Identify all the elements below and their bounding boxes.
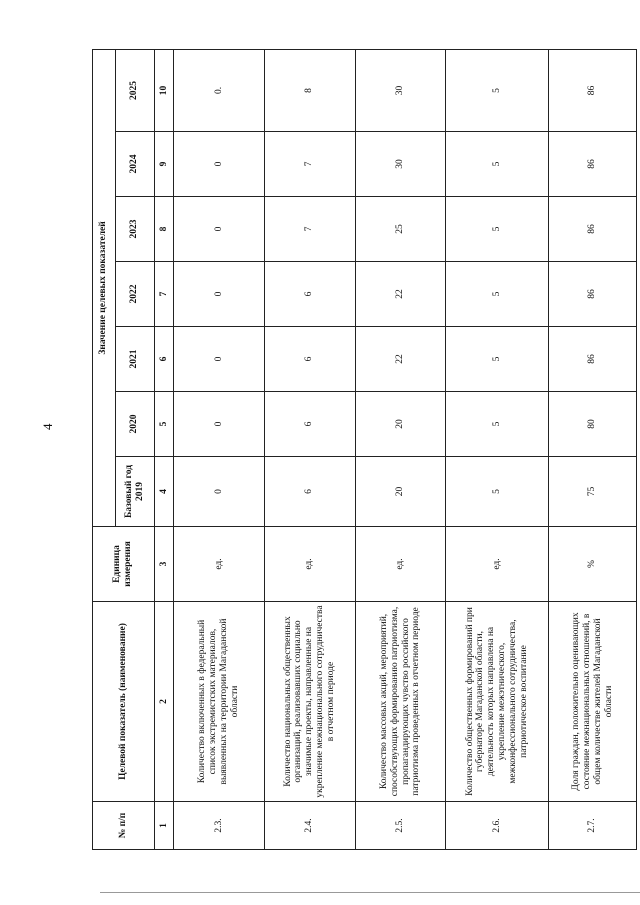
row-value-2022: 5 (446, 262, 549, 327)
row-value-2024: 30 (355, 132, 446, 197)
table-row (174, 49, 265, 849)
row-base-value: 5 (446, 457, 549, 527)
row-value-2022: 22 (355, 262, 446, 327)
column-number: 2 (154, 602, 174, 802)
row-indicator-name: Количество включенных в федеральный список экстремистских материалов, выявленных на территории Магаданской области (174, 602, 265, 802)
row-no: 2.6. (446, 802, 549, 850)
column-number: 6 (154, 327, 174, 392)
row-unit: ед. (355, 527, 446, 602)
row-no: 2.7. (549, 802, 637, 850)
column-number: 9 (154, 132, 174, 197)
column-number: 3 (154, 527, 174, 602)
row-base-value: 0 (174, 457, 265, 527)
table-row (446, 49, 549, 849)
column-number: 10 (154, 49, 174, 131)
row-value-2021: 86 (549, 327, 637, 392)
row-indicator-name: Количество общественных формирований при губернаторе Магаданской области, деятельность которых направлена на укрепление межэтнического, межконфессионального сотрудничества, патриотическое воспитание (446, 602, 549, 802)
row-value-2024: 5 (446, 132, 549, 197)
header-year: 2023 (115, 197, 154, 262)
row-no: 2.3. (174, 802, 265, 850)
header-no: № п/п (93, 802, 155, 850)
row-value-2021: 6 (265, 327, 356, 392)
header-unit: Единица измерения (93, 527, 155, 602)
header-year: 2022 (115, 262, 154, 327)
row-value-2021: 22 (355, 327, 446, 392)
column-number: 7 (154, 262, 174, 327)
row-base-value: 75 (549, 457, 637, 527)
header-base-year: Базовый год 2019 (115, 457, 154, 527)
row-value-2025: 0. (174, 49, 265, 131)
table-row (265, 49, 356, 849)
row-unit: ед. (174, 527, 265, 602)
row-value-2024: 7 (265, 132, 356, 197)
row-value-2025: 30 (355, 49, 446, 131)
row-value-2022: 0 (174, 262, 265, 327)
row-value-2025: 8 (265, 49, 356, 131)
row-value-2020: 20 (355, 392, 446, 457)
header-year: 2021 (115, 327, 154, 392)
row-value-2021: 0 (174, 327, 265, 392)
row-value-2023: 7 (265, 197, 356, 262)
row-indicator-name: Количество национальных общественных организаций, реализовавших социально значимые проекты, направленные на укрепление межнационального сотрудничества в отчетном периоде (265, 602, 356, 802)
row-value-2024: 86 (549, 132, 637, 197)
row-base-value: 6 (265, 457, 356, 527)
page-number: 4 (40, 423, 55, 430)
row-value-2022: 6 (265, 262, 356, 327)
column-number: 8 (154, 197, 174, 262)
row-unit: ед. (265, 527, 356, 602)
row-indicator-name: Количество массовых акций, мероприятий, способствующих формированию патриотизма, пропагандирующих чувство российского патриотизма проведенных в отчетном периоде (355, 602, 446, 802)
row-no: 2.5. (355, 802, 446, 850)
indicator-table-container (92, 50, 637, 850)
table-row (355, 49, 446, 849)
row-value-2025: 86 (549, 49, 637, 131)
header-values-group: Значение целевых показателей (93, 49, 116, 526)
row-value-2021: 5 (446, 327, 549, 392)
row-value-2020: 5 (446, 392, 549, 457)
column-number: 1 (154, 802, 174, 850)
header-year: 2020 (115, 392, 154, 457)
row-value-2023: 5 (446, 197, 549, 262)
row-value-2020: 6 (265, 392, 356, 457)
indicator-table (92, 49, 637, 850)
header-indicator: Целевой показатель (наименование) (93, 602, 155, 802)
row-value-2023: 86 (549, 197, 637, 262)
row-no: 2.4. (265, 802, 356, 850)
row-value-2023: 0 (174, 197, 265, 262)
row-unit: ед. (446, 527, 549, 602)
row-indicator-name: Доля граждан, положительно оценивающих состояние межнациональных отношений, в общем количестве жителей Магаданской области (549, 602, 637, 802)
column-number: 4 (154, 457, 174, 527)
table-row (549, 49, 637, 849)
row-value-2025: 5 (446, 49, 549, 131)
row-base-value: 20 (355, 457, 446, 527)
row-value-2023: 25 (355, 197, 446, 262)
page-bottom-divider (100, 892, 640, 893)
header-year: 2024 (115, 132, 154, 197)
row-value-2020: 80 (549, 392, 637, 457)
row-value-2024: 0 (174, 132, 265, 197)
header-year: 2025 (115, 49, 154, 131)
row-unit: % (549, 527, 637, 602)
column-number: 5 (154, 392, 174, 457)
row-value-2020: 0 (174, 392, 265, 457)
row-value-2022: 86 (549, 262, 637, 327)
